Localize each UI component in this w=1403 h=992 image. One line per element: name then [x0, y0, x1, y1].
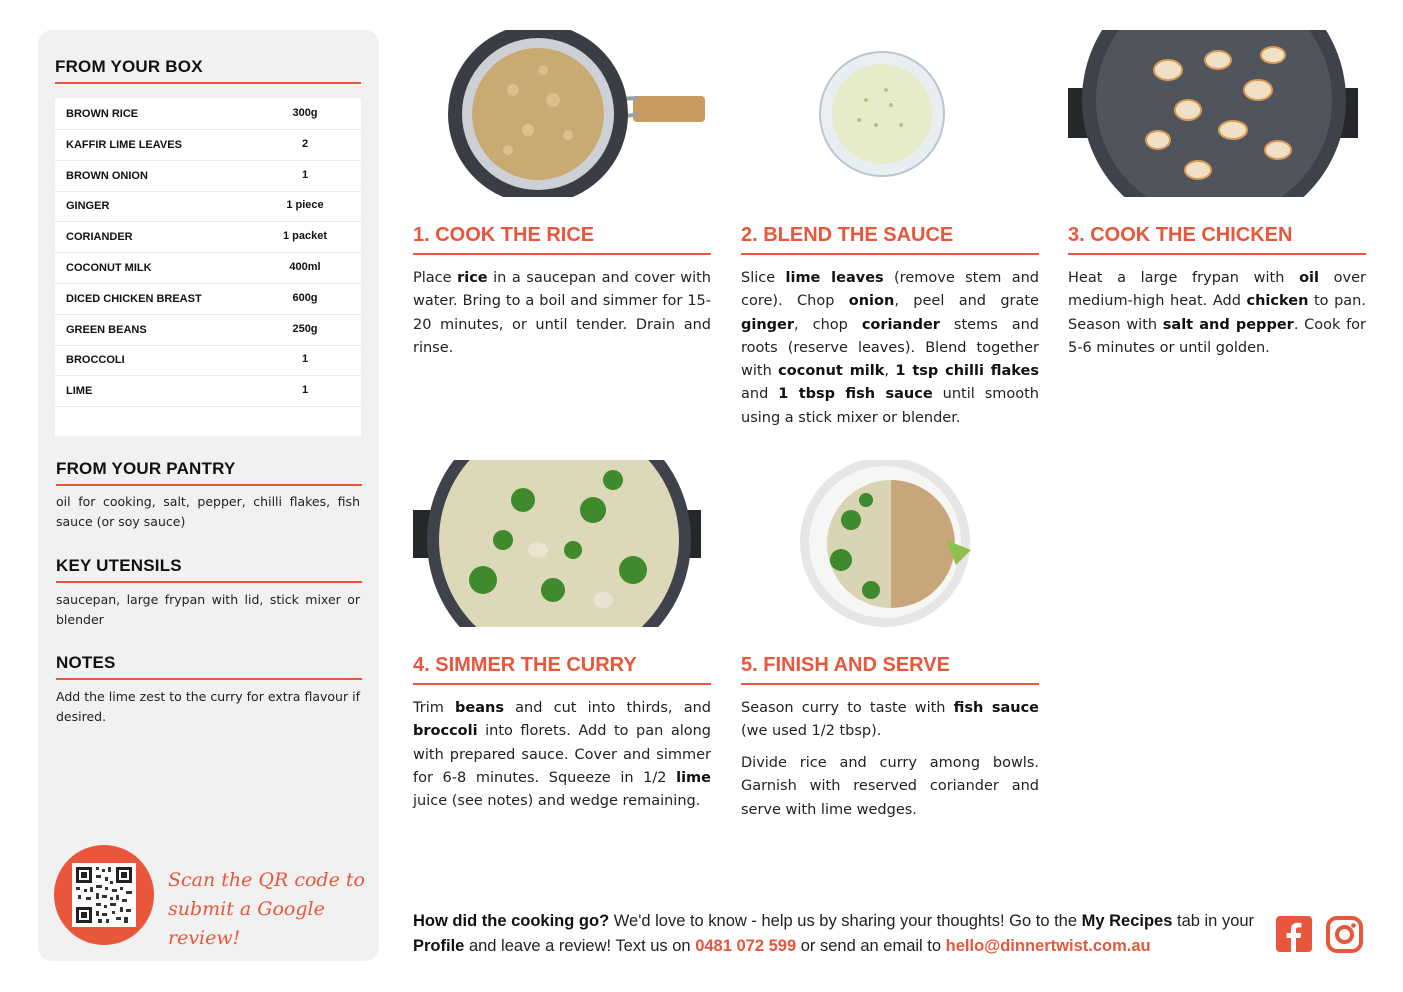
footer-message — [413, 909, 1263, 959]
step-text-run: into florets. Add to pan along with prepared sauce. Cover and simmer for 6-8 minutes. Squeeze in 1/2 — [413, 723, 711, 786]
step-text-run: , chop — [794, 316, 862, 333]
bold-ingredient: beans — [455, 700, 504, 716]
serve-photo — [741, 460, 1039, 627]
step-4-text — [413, 697, 711, 813]
step-1-text — [413, 267, 711, 360]
bold-ingredient: lime — [676, 769, 711, 786]
section-rule — [56, 678, 362, 680]
step-text-run: stems and roots (reserve leaves). Blend together with — [741, 316, 1039, 380]
ingredient-qty: 1 — [301, 353, 309, 366]
from-your-box-title: FROM YOUR BOX — [55, 57, 203, 76]
qr-caption-line-1: Scan the QR code to — [168, 869, 365, 891]
step-text-run: juice (see notes) and wedge remaining. — [413, 793, 701, 810]
bold-ingredient: onion — [848, 293, 895, 310]
step-rule — [413, 683, 711, 685]
table-row — [55, 130, 361, 161]
table-row — [55, 284, 361, 315]
step-rule — [413, 253, 711, 255]
table-row — [55, 161, 361, 192]
table-row — [55, 99, 361, 130]
step-text-run: . Cook for 5-6 minutes or until golden. — [1068, 316, 1367, 356]
bold-ingredient: oil — [1299, 270, 1319, 286]
step-text-run: over medium-high heat. Add — [1068, 270, 1366, 310]
sauce-photo — [741, 30, 1039, 197]
bold-ingredient: fish sauce — [953, 700, 1039, 716]
pantry-text: oil for cooking, salt, pepper, chilli flakes, fish sauce (or soy sauce) — [56, 494, 360, 529]
bold-ingredient: rice — [457, 270, 488, 286]
step-text-run: until smooth using a stick mixer or blender. — [741, 386, 1040, 426]
ingredient-qty: 1 piece — [286, 199, 324, 212]
step-text-run: Season curry to taste with — [741, 700, 954, 716]
ingredient-name: KAFFIR LIME LEAVES — [66, 138, 182, 151]
notes-title: NOTES — [56, 653, 116, 672]
qr-badge[interactable] — [54, 845, 154, 945]
step-1-title: 1. COOK THE RICE — [413, 224, 595, 246]
ingredient-name: CORIANDER — [66, 231, 133, 244]
step-text-run: Place — [413, 270, 458, 286]
step-text-run: (remove stem and core). Chop — [741, 270, 1039, 310]
ingredient-name: GINGER — [66, 200, 110, 213]
step-2-text — [741, 267, 1039, 430]
step-rule — [1068, 253, 1366, 255]
step-5-title: 5. FINISH AND SERVE — [741, 654, 950, 676]
ingredient-qty: 1 — [301, 384, 309, 397]
ingredient-name: LIME — [66, 385, 93, 398]
rice-photo — [413, 30, 711, 197]
ingredient-name: BROWN RICE — [66, 108, 139, 120]
footer-text-run: Profile — [413, 937, 465, 955]
step-3-title: 3. COOK THE CHICKEN — [1068, 224, 1293, 246]
step-5-text-2 — [741, 752, 1039, 822]
step-2-title: 2. BLEND THE SAUCE — [741, 224, 954, 246]
ingredient-qty: 2 — [301, 137, 309, 150]
step-text-run: Slice — [741, 270, 786, 286]
bold-ingredient: ginger — [741, 316, 795, 333]
contact-link[interactable]: 0481 072 599 — [695, 937, 797, 955]
step-4-title: 4. SIMMER THE CURRY — [413, 654, 637, 676]
facebook-icon[interactable] — [1276, 916, 1314, 954]
ingredient-name: BROCCOLI — [66, 354, 125, 367]
table-row — [55, 345, 361, 376]
footer-text-run: We'd love to know - help us by sharing your thoughts! Go to the — [609, 912, 1082, 930]
footer-text-run: How did the cooking go? — [413, 912, 610, 930]
footer-text-run: My Recipes — [1081, 912, 1173, 930]
ingredient-qty: 400ml — [289, 261, 321, 273]
step-rule — [741, 253, 1039, 255]
from-your-pantry-title: FROM YOUR PANTRY — [56, 459, 236, 478]
step-text-run: Heat a large frypan with — [1068, 270, 1300, 286]
qr-caption — [168, 866, 368, 953]
ingredient-name: BROWN ONION — [66, 169, 148, 182]
step-3-text — [1068, 267, 1366, 360]
chicken-photo — [1068, 30, 1366, 197]
step-text-run: and — [741, 386, 779, 403]
bold-ingredient: lime leaves — [785, 270, 884, 286]
key-utensils-title: KEY UTENSILS — [56, 556, 182, 575]
bold-ingredient: salt and pepper — [1162, 316, 1294, 333]
ingredient-qty: 1 packet — [282, 230, 328, 243]
instagram-icon[interactable] — [1326, 916, 1364, 954]
bold-ingredient: 1 tsp chilli flakes — [895, 363, 1040, 380]
section-rule — [56, 484, 362, 486]
bold-ingredient: coriander — [861, 316, 940, 333]
qr-caption-line-2: submit a Google review! — [168, 898, 325, 949]
footer-text-run: or send an email to — [796, 937, 946, 955]
step-text-run: , — [884, 363, 896, 380]
notes-text: Add the lime zest to the curry for extra flavour if desired. — [56, 689, 360, 724]
bold-ingredient: broccoli — [413, 723, 478, 740]
step-text-run: to pan. Season with — [1068, 293, 1366, 333]
ingredient-name: DICED CHICKEN BREAST — [66, 292, 202, 305]
curry-photo — [413, 460, 711, 627]
table-row — [55, 253, 361, 284]
contact-link[interactable]: hello@dinnertwist.com.au — [945, 937, 1151, 955]
bold-ingredient: chicken — [1246, 293, 1309, 310]
ingredients-table — [55, 98, 361, 436]
qr-code-icon[interactable] — [72, 863, 136, 927]
utensils-text: saucepan, large frypan with lid, stick mixer or blender — [56, 592, 360, 627]
sidebar — [38, 30, 379, 961]
footer-text-run: tab in your — [1172, 912, 1255, 930]
section-rule — [56, 581, 362, 583]
table-row — [55, 376, 361, 407]
step-text-run: Trim — [413, 700, 456, 716]
table-row — [55, 222, 361, 253]
footer-text-run: and leave a review! Text us on — [464, 937, 696, 955]
ingredient-qty: 600g — [292, 291, 318, 304]
step-text-run: and cut into thirds, and — [503, 700, 711, 716]
bold-ingredient: coconut milk — [778, 363, 885, 380]
ingredient-qty: 300g — [292, 107, 318, 119]
step-5-text — [741, 697, 1039, 744]
table-row — [55, 191, 361, 222]
ingredient-qty: 250g — [292, 322, 318, 335]
step-rule — [741, 683, 1039, 685]
step-text-run: (we used 1/2 tbsp). — [741, 723, 882, 740]
step-text-run: Divide rice and curry among bowls. Garnish with reserved coriander and serve with lime wedges. — [741, 755, 1039, 818]
section-rule — [55, 82, 361, 84]
ingredient-name: COCONUT MILK — [66, 262, 152, 274]
step-text-run: , peel and grate — [894, 293, 1039, 310]
ingredient-qty: 1 — [301, 168, 309, 181]
step-text-run: in a saucepan and cover with water. Bring to a boil and simmer for 15-20 minutes, or until tender. Drain and rinse. — [413, 270, 711, 356]
bold-ingredient: 1 tbsp fish sauce — [778, 386, 933, 403]
table-row — [55, 315, 361, 346]
ingredient-name: GREEN BEANS — [66, 323, 147, 336]
